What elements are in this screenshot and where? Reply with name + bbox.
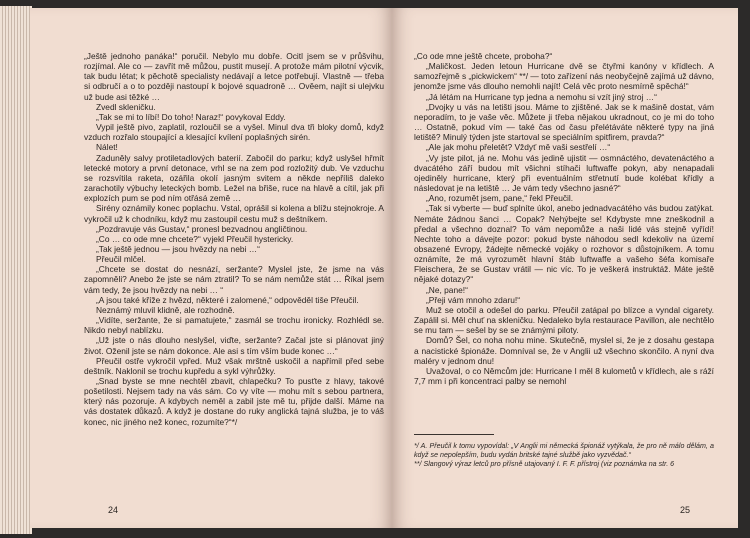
paragraph: Vypil ještě pivo, zaplatil, rozloučil se a vyšel. Minul dva tři bloky domů, když vzduch rozřalo stoupající a klesající kvílení poplašných sirén. (84, 122, 384, 143)
paragraph: Zvedl skleničku. (96, 101, 156, 112)
paragraph: „Maličkost. Jeden letoun Hurricane dvě se čtyřmi kanóny v křídlech. A samozřejmě s „pickwickem“ **/ — toto zařízení nás neobyčejně zajímá už dávno, jenomže jsme vás dlouho nemohli najít! Celá věc proto nesmírně spěchá!“ (414, 61, 714, 92)
footnote: */ A. Přeučil k tomu vypovídal: „V Anglii mi německá špionáž vytýkala, že pro ně málo dělám, a když se nepolepším, budu vydán britské tajné službě jako vyzvědač.“ (414, 442, 714, 459)
paragraph: Sirény oznámily konec poplachu. Vstal, oprášil si kolena a blížu stejnokroje. A vykročil už k chodníku, když mu zastoupil cestu muž s deštníkem. (84, 203, 384, 224)
right-page-text (414, 51, 714, 386)
page-number: 25 (680, 505, 691, 515)
left-page (30, 8, 392, 528)
right-page (392, 8, 738, 528)
paragraph: „Tak se mi to líbí! Do toho! Naraz!“ povykoval Eddy. (96, 111, 286, 122)
paragraph: „Ale jak mohu přeletět? Vždyť mě vaši sestřelí …“ (426, 142, 611, 153)
paragraph: Zaduněly salvy protiletadlových baterií. Zabočil do parku; když uslyšel hřmít letecké motory a první detonace, vrhl se na zem pod rozložitý dub. Ve vzduchu se rozsvítila raketa, ozářila okolí jasným svitem a někde nepříliš daleko zarachotily výbuchy leteckých bomb. Ležel na břiše, ruce na hlavě a cítil, jak při explozích pum se pod ním otřásá země … (84, 152, 384, 204)
footnotes (414, 442, 714, 470)
paragraph: „Chcete se dostat do nesnází, seržante? Myslel jste, že jsme na vás zapomněli? Anebo že jste se nám ztratil? To se nám nemůže stát … Říkal jsem vám tedy, že jsou hvězdy na nebi … “ (84, 264, 384, 295)
paragraph: „Dvojky u vás na letišti jsou. Máme to zjištěné. Jak se k mašině dostat, vám neporadím, to je vaše věc. Můžete ji třeba nějakou ukradnout, co je mi do toho … Ostatně, pokud vím — také čas od času přelétáváte některé typy na jiná letiště? Minulý týden jste startoval se speciálním spitfirem, pravda?“ (414, 101, 714, 143)
paragraph: „Snad byste se mne nechtěl zbavit, chlapečku? To pusťte z hlavy, takové pošetilosti. Nejsem tady na vás sám. Co vy víte — mohu mít s sebou partnera, který nás pozoruje. A kdybych neměl a zabil jste mě tu, přijde další. Máme na vás dostatek důkazů. A když je dostane do ruky anglická tajná služba, je to váš konec, nic jiného než konec, rozumíte?“*/ (84, 376, 384, 427)
paragraph: Muž se otočil a odešel do parku. Přeučil zatápal po blízce a vyndal cigarety. Zapálil si. Měl chuť na skleničku. Nedaleko byla restaurace Pavillon, ale nechtělo se mu tam — sešel by se se známými piloty. (414, 304, 714, 336)
paragraph: „Ještě jednoho panáka!“ poručil. Nebylo mu dobře. Ocitl jsem se v průšvihu, rozjímal. Ale co — zavřít mě můžou, pustit musejí. A protože mám pilotní výcvik, tak budu létat; k pěchotě specialisty nedávají a letce potřebují. Vlastně — třeba si odbručí a o to později nastoupí k bojové squadroně … Ověem, najít si ulejvku už bude asi těžké … (84, 51, 384, 102)
paragraph: „A jsou také kříže z hvězd, některé i zalomené,“ odpověděl tiše Přeučil. (96, 294, 359, 305)
paragraph: „Já létám na Hurricane typ jedna a nemohu si vzít jiný stroj …“ (426, 91, 657, 102)
footnote-rule (414, 434, 494, 435)
paragraph: Přeučil mlčel. (96, 254, 146, 265)
paragraph: „Přeji vám mnoho zdaru!“ (426, 294, 521, 305)
footnote: **/ Slangový výraz letců pro přísně utajovaný I. F. F. přístroj (viz poznámka na str. 6 (414, 460, 675, 469)
paragraph: „Ano, rozumět jsem, pane,“ řekl Přeučil. (426, 193, 574, 204)
left-page-text (84, 51, 384, 427)
paragraph: „Tak si vyberte — buď splníte úkol, anebo jednadvacátého vás budou zatýkat. Nemáte žádnou šanci … Copak? Nehýbejte se! Kdybyste mne zneškodnil a předal a všechno doznal? To vám nepomůže a naši lidé vás stejně vyřídí! Nechte toho a dávejte pozor: pokud byste náhodou sedl kdekoliv na území obsazené Evropy, žádejte německé vojáky o rozhovor s důstojníkem. A tomu oznámíte, že má vyrozumět hlavní štáb luftwaffe a vašeho šéfa komisaře Fleischera, že se Gustav vrátil — nic víc. To je veškerá instruktáž. Máte ještě nějaké dotazy?“ (414, 203, 714, 285)
paragraph: „Vy jste pilot, já ne. Mohu vás jedině ujistit — osmnáctého, devatenáctého a dvacátého září budou mít všichni stíhači luftwaffe pokyn, aby nenapadali ojediněly hurricane, který při eventuálním střetnutí bude kolébat křídly a následovat je na letiště … Je vám tedy všechno jasné?“ (414, 152, 714, 194)
paragraph: „Co ode mne ještě chcete, proboha?“ (414, 51, 553, 61)
paragraph: „Tak ještě jednou — jsou hvězdy na nebi …“ (96, 243, 260, 254)
paragraph: Nálet! (96, 142, 118, 153)
paragraph: Domů? Šel, co noha nohu mine. Skutečně, myslel si, že je z dosahu gestapa a nacistické špionáže. Domníval se, že v Anglii už všechno skončilo. A nyní dva maléry v jednom dnu! (414, 335, 714, 366)
paragraph: „Ne, pane!“ (426, 284, 468, 295)
paragraph: Uvažoval, o co Němcům jde: Hurricane I měl 8 kulometů v křídlech, ale s ráží 7,7 mm i při koncentraci palby se nemohl (414, 365, 714, 386)
page-number: 24 (108, 505, 119, 515)
paragraph: Přeučil ostře vykročil vpřed. Muž však mrštně uskočil a napřímil před sebe deštník. Naklonil se trochu kupředu a sykl výhrůžky. (84, 355, 384, 376)
paragraph: „Pozdravuje vás Gustav,“ pronesl bezvadnou angličtinou. (96, 223, 308, 234)
paragraph: „Vidíte, seržante, že si pamatujete,“ zasmál se trochu ironicky. Rozhlédl se. Nikdo nebyl nablízku. (84, 315, 384, 336)
paragraph: Neznámý mluvil klidně, ale rozhodně. (96, 304, 235, 315)
paragraph: „Co … co ode mne chcete?“ vyjekl Přeučil hystericky. (96, 233, 294, 244)
page-edges (0, 6, 32, 534)
paragraph: „Už jste o nás dlouho neslyšel, viďte, seržante? Začal jste si plánovat jiný život. Oženil jste se nám dokonce. Ale asi s tím vším bude konec …“ (84, 335, 384, 356)
